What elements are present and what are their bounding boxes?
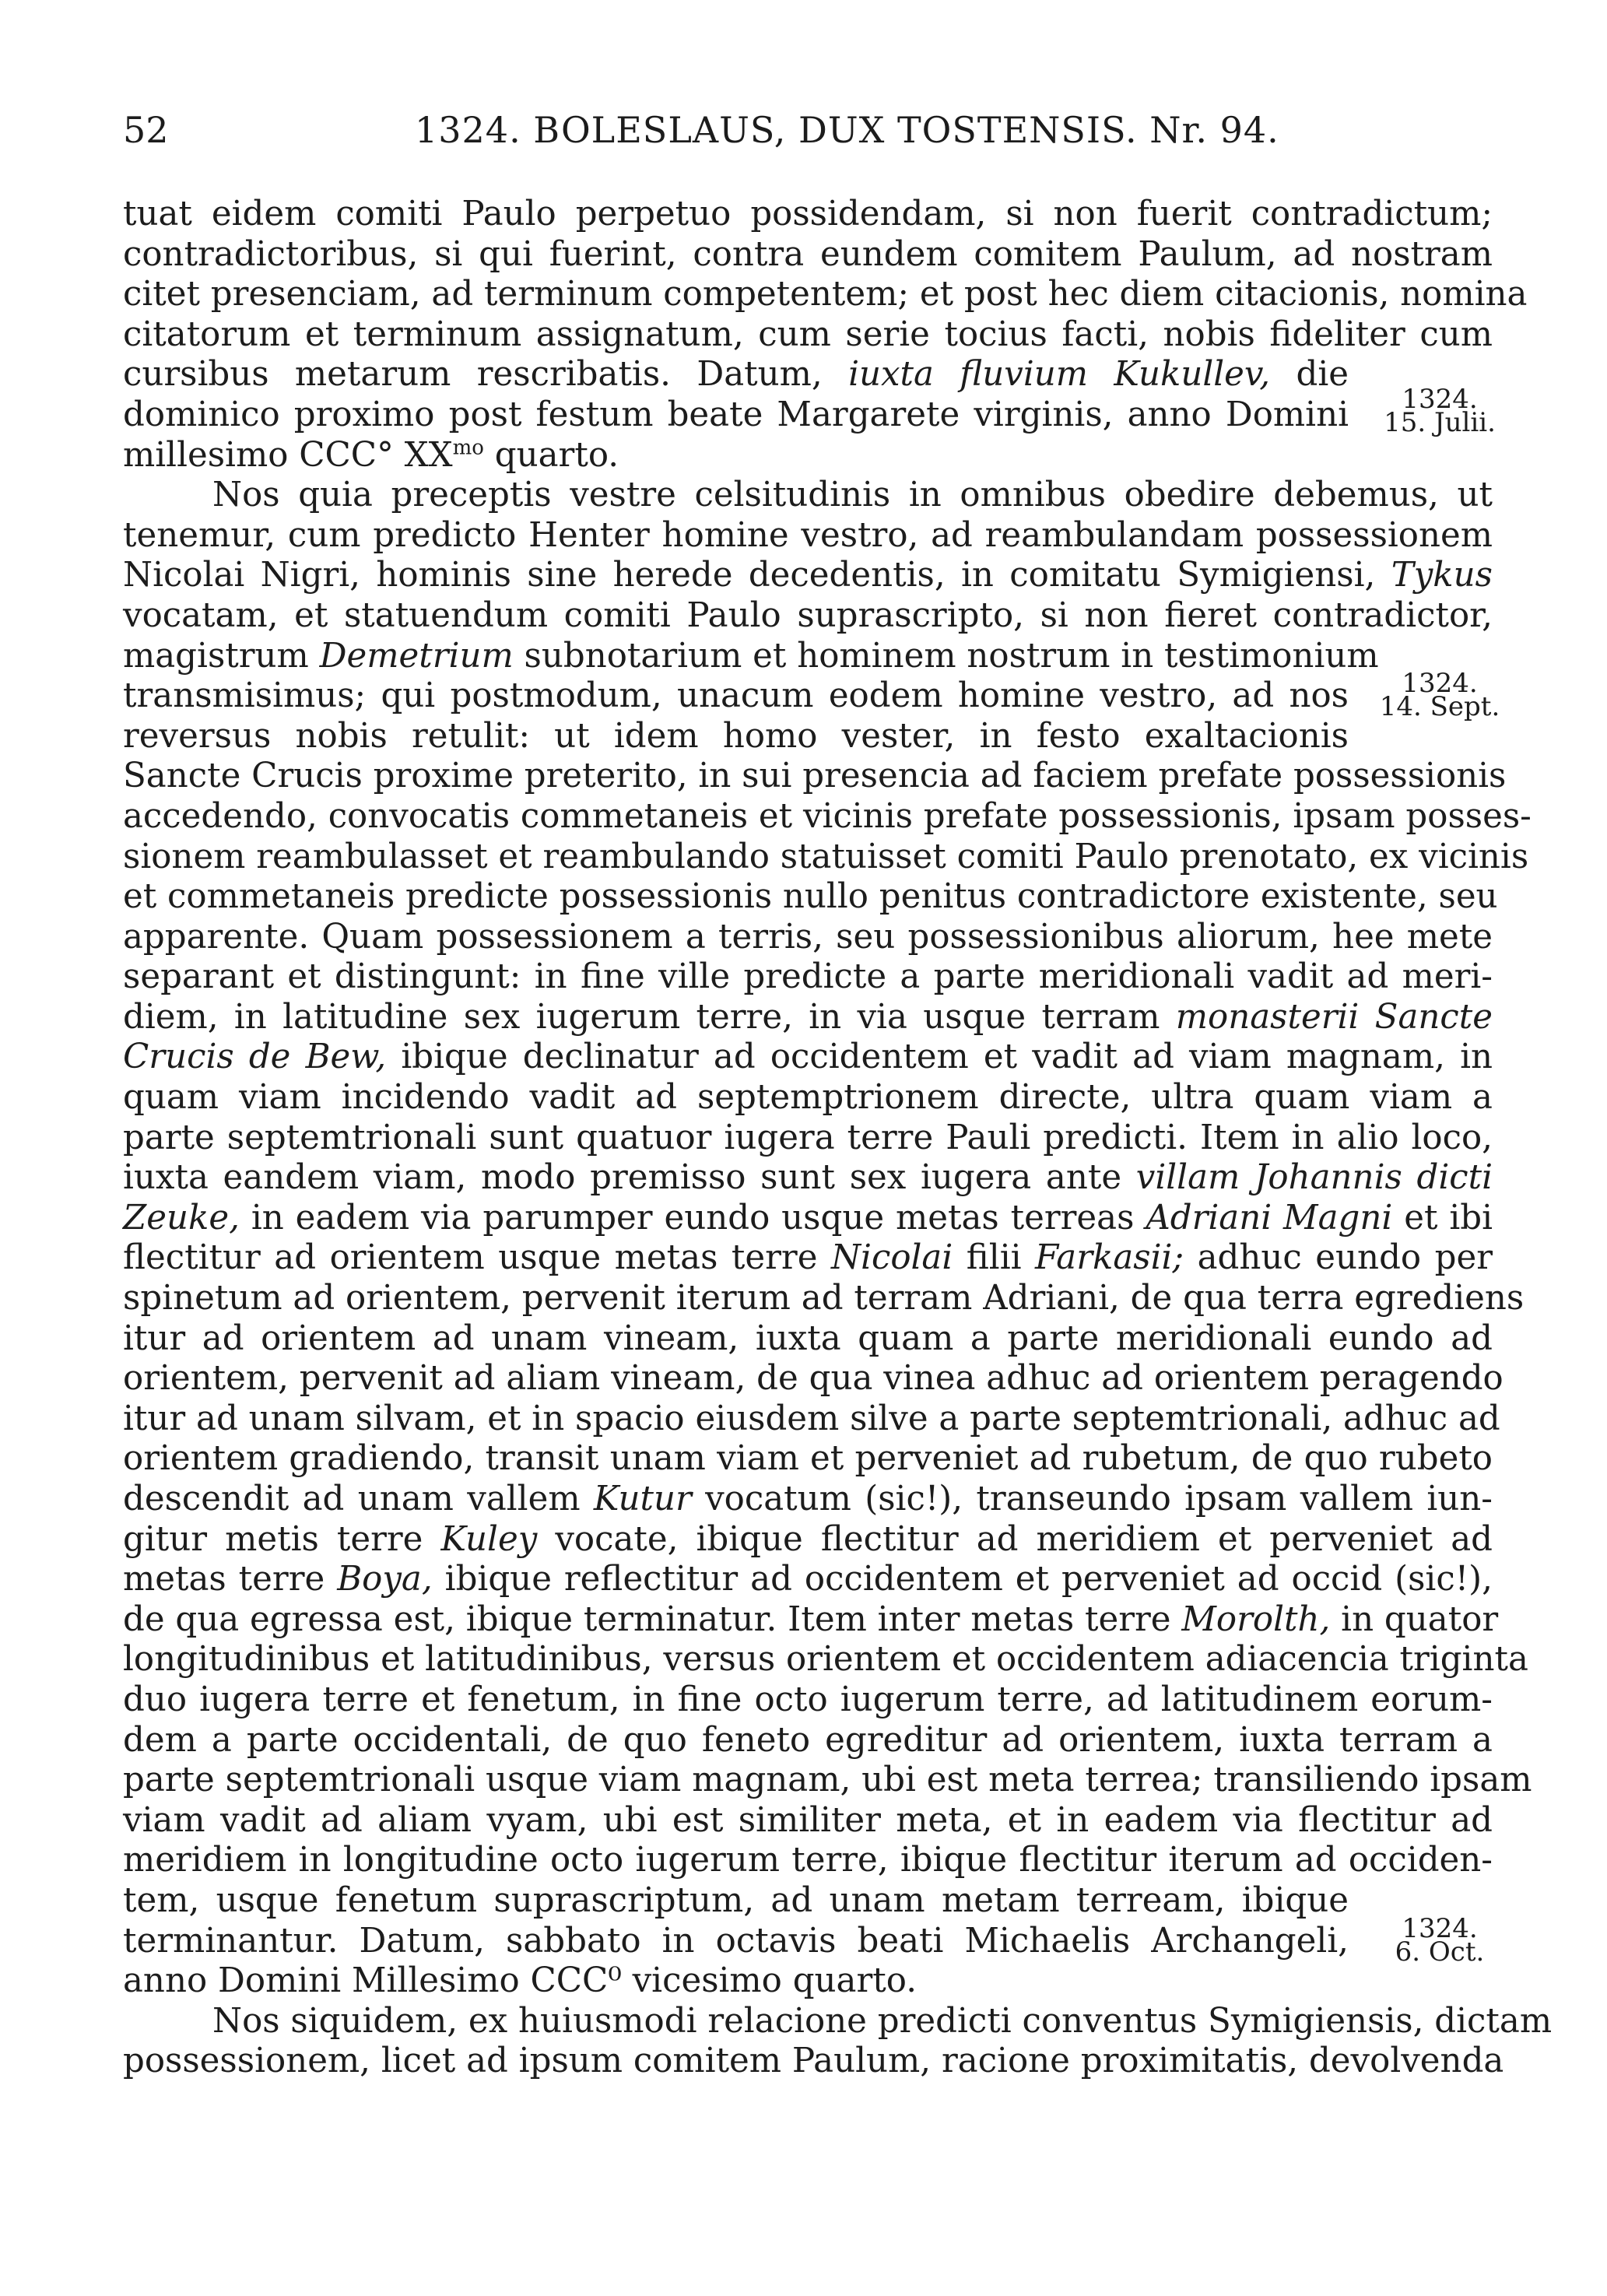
margin-note-date: 6. Oct. [1395,1936,1485,1968]
text-line: longitudinibus et latitudinibus, versus orientem et occidentem adiacencia triginta [123,1640,1528,1680]
text-line: contradictoribus, si qui fuerint, contra eundem comitem Paulum, ad nostram [123,234,1493,274]
text-line: spinetum ad orientem, pervenit iterum ad terram Adriani, de qua terra egrediens [123,1279,1525,1318]
margin-note-date: 15. Julii. [1384,406,1496,438]
text-line: terminantur. Datum, sabbato in octavis beati Michaelis Archangeli, 1324. 6. Oct. [123,1922,1349,1962]
italic-place-name: villam Johannis dicti [1135,1158,1493,1198]
text-line: orientem, pervenit ad aliam vineam, de qua vinea adhuc ad orientem peragendo [123,1359,1503,1399]
text-line: accedendo, convocatis commetaneis et vicinis prefate possessionis, ipsam posses- [123,796,1532,836]
text-line: separant et distingunt: in fine ville predicte a parte meridionali vadit ad meri- [123,957,1493,997]
text-line: transmisimus; qui postmodum, unacum eodem homine vestro, ad nos 1324. 14. Sept. [123,676,1349,717]
text-line: apparente. Quam possessionem a terris, seu possessionibus aliorum, hee mete [123,917,1493,957]
text-line: Crucis de Bew, ibique declinatur ad occidentem et vadit ad viam magnam, in [123,1037,1493,1077]
text-line: reversus nobis retulit: ut idem homo vester, in festo exaltacionis [123,716,1349,756]
text-line: tuat eidem comiti Paulo perpetuo possidendam, si non fuerit contradictum; [123,195,1493,233]
text-line: dem a parte occidentali, de quo feneto egreditur ad orientem, iuxta terram a [123,1720,1493,1760]
margin-note-year: 1324. [1402,1912,1478,1944]
page-number: 52 [123,109,169,151]
text-line: magistrum Demetrium subnotarium et hominem nostrum in testimonium [123,636,1379,676]
text-line: parte septemtrionali usque viam magnam, ubi est meta terrea; transiliendo ipsam [123,1761,1532,1800]
page-header [123,109,1493,156]
italic-place-name: monasterii Sancte [1175,997,1493,1037]
text-line: itur ad orientem ad unam vineam, iuxta quam a parte meridionali eundo ad [123,1318,1493,1358]
margin-date-note [1377,383,1502,438]
text-line: anno Domini Millesimo CCC⁰ vicesimo quarto. [123,1961,918,2001]
text-line: cursibus metarum rescribatis. Datum, iuxta fluvium Kukullev, die [123,355,1349,395]
italic-person-name: Adriani Magni [1146,1198,1393,1238]
text-line: viam vadit ad aliam vyam, ubi est similiter meta, et in eadem via flectitur ad [123,1800,1493,1840]
text-line: tem, usque fenetum suprascriptum, ad unam metam terream, ibique [123,1880,1349,1920]
margin-note-date: 14. Sept. [1379,691,1500,723]
text-line: dominico proximo post festum beate Margarete virginis, anno Domini 1324. 15. Julii. [123,395,1349,436]
italic-place-name: Zeuke, [123,1198,240,1238]
italic-place-name: Boya, [337,1560,433,1599]
text-line: Zeuke, in eadem via parumper eundo usque metas terreas Adriani Magni et ibi [123,1198,1493,1238]
italic-place-name: Tykus [1391,556,1493,595]
italic-place-name: Morolth, [1181,1599,1331,1639]
margin-date-note [1377,668,1502,723]
text-line: citatorum et terminum assignatum, cum serie tocius facti, nobis fideliter cum [123,314,1493,354]
text-line: Nos siquidem, ex huiusmodi relacione predicti conventus Symigiensis, dictam [212,2001,1553,2041]
text-line: flectitur ad orientem usque metas terre Nicolai filii Farkasii; adhuc eundo per [123,1238,1493,1278]
italic-place-name: Kuley [440,1519,538,1559]
text-line: parte septemtrionali sunt quatuor iugera terre Pauli predicti. Item in alio loco, [123,1118,1493,1157]
text-line: quam viam incidendo vadit ad septemptrionem directe, ultra quam viam a [123,1078,1493,1118]
text-line: de qua egressa est, ibique terminatur. Item inter metas terre Morolth, in quator [123,1599,1499,1639]
text-line: meridiem in longitudine octo iugerum terre, ibique flectitur iterum ad occiden- [123,1841,1493,1880]
text-line: et commetaneis predicte possessionis nullo penitus contradictore existente, seu [123,877,1498,917]
text-line: Nicolai Nigri, hominis sine herede decedentis, in comitatu Symigiensi, Tykus [123,556,1493,595]
margin-note-year: 1324. [1402,383,1478,415]
italic-person-name: Farkasii; [1035,1238,1184,1278]
italic-place-name: Crucis de Bew, [123,1037,387,1077]
text-line: iuxta eandem viam, modo premisso sunt sex iugera ante villam Johannis dicti [123,1158,1493,1198]
body-text [123,195,1553,2082]
italic-place-name: Kutur [593,1480,692,1518]
text-line: millesimo CCC° $XX^{mo}$ quarto. [123,435,619,475]
text-line: orientem gradiendo, transit unam viam et perveniet ad rubetum, de quo rubeto [123,1439,1493,1479]
text-line: tenemur, cum predicto Henter homine vestro, ad reambulandam possessionem [123,515,1493,555]
running-title: 1324. BOLESLAUS, DUX TOSTENSIS. Nr. 94. [415,109,1279,151]
margin-note-year: 1324. [1402,668,1478,700]
text-line: gitur metis terre Kuley vocate, ibique flectitur ad meridiem et perveniet ad [123,1519,1493,1559]
text-line: itur ad unam silvam, et in spacio eiusdem silve a parte septemtrionali, adhuc ad [123,1399,1500,1438]
text-line: citet presenciam, ad terminum competentem; et post hec diem citacionis, nomina [123,275,1528,314]
margin-date-note [1377,1912,1502,1968]
text-line: vocatam, et statuendum comiti Paulo suprascripto, si non fieret contradictor, [123,595,1493,635]
italic-person-name: Demetrium [319,636,514,676]
italic-place-name: iuxta fluvium Kukullev, [848,355,1271,395]
italic-person-name: Nicolai [830,1238,953,1278]
text-line: Nos quia preceptis vestre celsitudinis in omnibus obedire debemus, ut [212,476,1493,515]
text-line: metas terre Boya, ibique reflectitur ad occidentem et perveniet ad occid (sic!), [123,1560,1493,1599]
text-line: sionem reambulasset et reambulando statuisset comiti Paulo prenotato, ex vicinis [123,837,1529,876]
text-line: diem, in latitudine sex iugerum terre, in via usque terram monasterii Sancte [123,997,1493,1037]
text-line: duo iugera terre et fenetum, in fine octo iugerum terre, ad latitudinem eorum- [123,1680,1493,1719]
text-line: Sancte Crucis proxime preterito, in sui presencia ad faciem prefate possessionis [123,757,1507,796]
text-line: descendit ad unam vallem Kutur vocatum (sic!), transeundo ipsam vallem iun- [123,1480,1493,1518]
text-line: possessionem, licet ad ipsum comitem Paulum, racione proximitatis, devolvenda [123,2041,1504,2081]
